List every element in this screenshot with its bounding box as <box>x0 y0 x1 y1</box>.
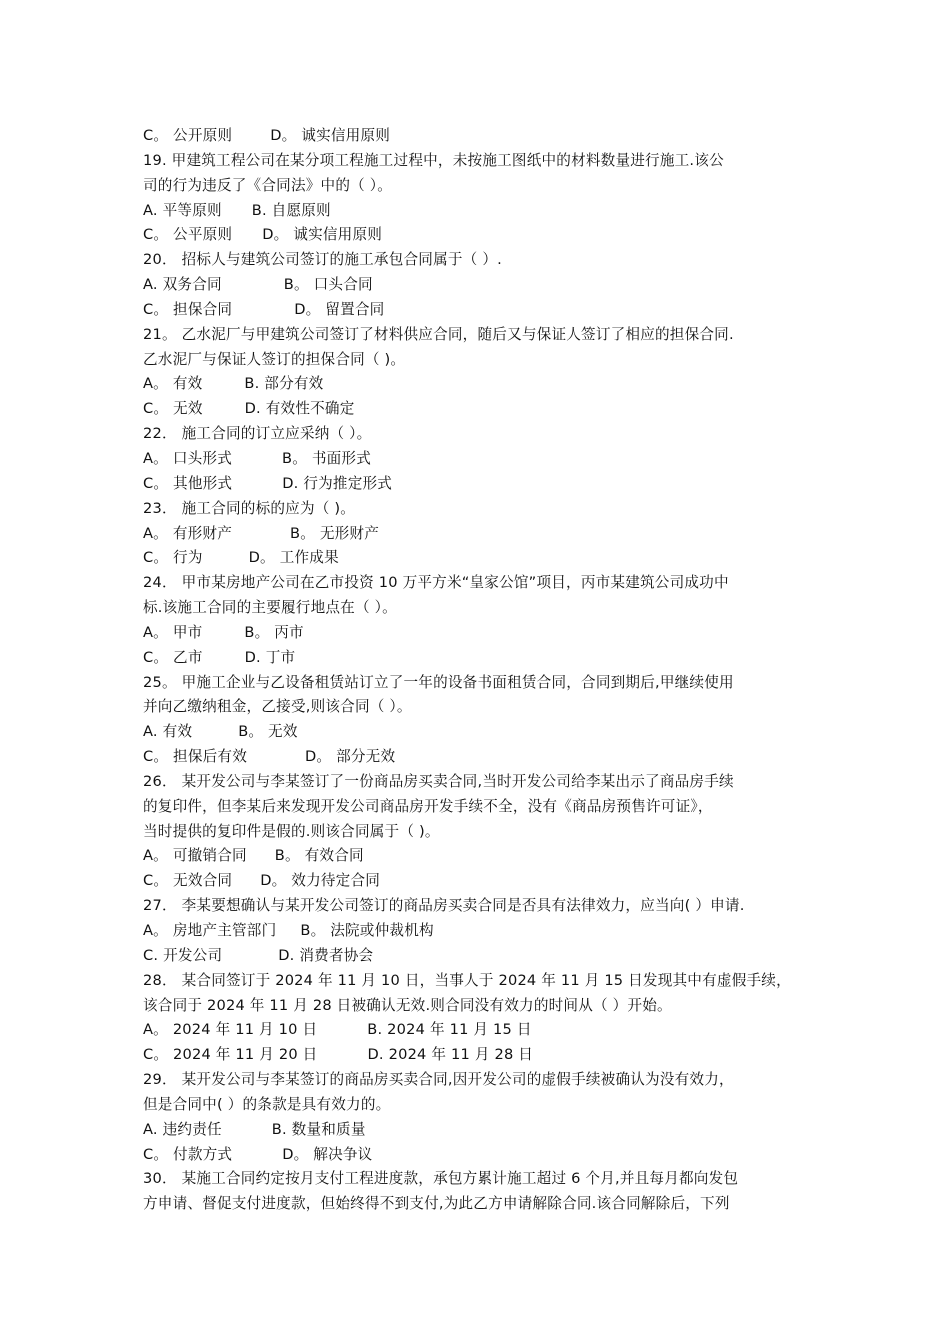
option-b: B。 书面形式 <box>282 449 372 467</box>
answer-options-line <box>143 1043 813 1068</box>
answer-options-line <box>143 745 813 770</box>
option-a: C。 乙市 <box>143 648 203 666</box>
answer-options-line <box>143 522 813 547</box>
answer-options-line <box>143 546 813 571</box>
option-b: D. 丁市 <box>244 648 296 666</box>
text-line: 25。 甲施工企业与乙设备租赁站订立了一年的设备书面租赁合同，合同到期后,甲继续使用 <box>143 673 734 691</box>
option-a: C。 公开原则 <box>143 127 233 144</box>
option-a: A。 有效 <box>143 375 203 393</box>
text-line: 19. 甲建筑工程公司在某分项工程施工过程中，未按施工图纸中的材料数量进行施工.该公 <box>143 151 724 169</box>
option-b: D。 诚实信用原则 <box>262 226 383 244</box>
option-a: C。 2024 年 11 月 20 日 <box>143 1046 318 1064</box>
text-line: 22． 施工合同的订立应采纳（ ）。 <box>143 425 372 443</box>
option-b: D。 诚实信用原则 <box>270 127 391 144</box>
option-b: B。 无效 <box>238 723 298 741</box>
option-a: A。 房地产主管部门 <box>143 922 277 939</box>
option-a: C。 付款方式 <box>143 1145 233 1163</box>
option-b: B。 口头合同 <box>283 276 373 294</box>
answer-options-line <box>143 844 813 869</box>
option-a: A. 平等原则 <box>143 201 222 219</box>
option-b: B. 2024 年 11 月 15 日 <box>367 1021 532 1039</box>
text-line: 的复印件，但李某后来发现开发公司商品房开发手续不全，没有《商品房预售许可证》， <box>143 797 713 815</box>
answer-options-line <box>143 1118 813 1143</box>
answer-options-line <box>143 646 813 671</box>
option-a: C. 开发公司 <box>143 946 223 964</box>
text-line: 23． 施工合同的标的应为（ )。 <box>143 499 356 517</box>
option-b: B。 有效合同 <box>274 847 364 865</box>
answer-options-line <box>143 124 813 149</box>
option-b: D。 留置合同 <box>294 300 385 318</box>
option-b: D。 工作成果 <box>248 549 339 567</box>
answer-options-line <box>143 919 813 944</box>
answer-options-line <box>143 472 813 497</box>
text-line: 但是合同中( ）的条款是具有效力的。 <box>143 1095 391 1113</box>
option-a: A. 有效 <box>143 723 193 741</box>
document-body <box>143 124 813 1217</box>
text-line: 21。 乙水泥厂与甲建筑公司签订了材料供应合同，随后又与保证人签订了相应的担保合同. <box>143 325 734 343</box>
option-a: A。 口头形式 <box>143 449 232 467</box>
option-a: C。 行为 <box>143 549 203 567</box>
option-a: A。 2024 年 11 月 10 日 <box>143 1021 318 1039</box>
text-line: 29． 某开发公司与李某签订的商品房买卖合同,因开发公司的虚假手续被确认为没有效力， <box>143 1071 734 1089</box>
text-line: 24． 甲市某房地产公司在乙市投资 10 万平方米“皇家公馆”项目，丙市某建筑公司成功中 <box>143 574 729 592</box>
answer-options-line <box>143 621 813 646</box>
option-a: C。 无效 <box>143 400 203 418</box>
option-b: D. 消费者协会 <box>278 946 374 964</box>
option-b: D。 效力待定合同 <box>260 872 381 890</box>
option-b: D. 行为推定形式 <box>282 474 393 492</box>
option-b: D。 部分无效 <box>305 748 396 766</box>
text-line: 20． 招标人与建筑公司签订的施工承包合同属于（ ）. <box>143 251 502 269</box>
option-a: C。 公平原则 <box>143 226 233 244</box>
option-a: A. 违约责任 <box>143 1120 222 1138</box>
answer-options-line <box>143 199 813 224</box>
text-line: 28． 某合同签订于 2024 年 11 月 10 日，当事人于 2024 年 11 月 15 日发现其中有虚假手续， <box>143 971 791 989</box>
option-b: D. 2024 年 11 月 28 日 <box>367 1046 534 1064</box>
option-a: A. 双务合同 <box>143 276 222 294</box>
answer-options-line <box>143 720 813 745</box>
option-b: D。 解决争议 <box>282 1145 373 1163</box>
text-line: 方申请、督促支付进度款，但始终得不到支付,为此乙方申请解除合同.该合同解除后，下列 <box>143 1195 730 1213</box>
text-line: 该合同于 2024 年 11 月 28 日被确认无效.则合同没有效力的时间从（ ）开始。 <box>143 996 672 1014</box>
option-b: B. 数量和质量 <box>271 1120 366 1138</box>
answer-options-line <box>143 273 813 298</box>
text-line: 并向乙缴纳租金，乙接受,则该合同（ ）。 <box>143 698 412 716</box>
text-line: 司的行为违反了《合同法》中的（ ）。 <box>143 176 393 194</box>
option-a: A。 甲市 <box>143 623 203 641</box>
option-b: D. 有效性不确定 <box>244 400 355 418</box>
option-b: B。 无形财产 <box>290 524 380 542</box>
option-b: B。 丙市 <box>244 623 304 641</box>
answer-options-line <box>143 298 813 323</box>
text-line: 乙水泥厂与保证人签订的担保合同（ )。 <box>143 350 406 368</box>
option-a: C。 担保后有效 <box>143 748 247 766</box>
answer-options-line <box>143 944 813 969</box>
answer-options-line <box>143 1143 813 1168</box>
option-b: B。 法院或仲裁机构 <box>300 922 434 939</box>
option-a: C。 其他形式 <box>143 474 233 492</box>
text-line: 27． 李某要想确认与某开发公司签订的商品房买卖合同是否具有法律效力，应当向( ）申请. <box>143 897 745 915</box>
option-a: A。 可撤销合同 <box>143 847 247 865</box>
answer-options-line <box>143 447 813 472</box>
answer-options-line <box>143 1018 813 1043</box>
text-line: 26． 某开发公司与李某签订了一份商品房买卖合同,当时开发公司给李某出示了商品房手续 <box>143 772 734 790</box>
text-line: 当时提供的复印件是假的.则该合同属于（ )。 <box>143 822 440 840</box>
option-b: B. 自愿原则 <box>251 201 331 219</box>
option-a: C。 担保合同 <box>143 300 233 318</box>
answer-options-line <box>143 869 813 894</box>
answer-options-line <box>143 372 813 397</box>
answer-options-line <box>143 223 813 248</box>
answer-options-line <box>143 397 813 422</box>
option-a: C。 无效合同 <box>143 872 233 890</box>
text-line: 标.该施工合同的主要履行地点在（ ）。 <box>143 599 397 617</box>
text-line: 30． 某施工合同约定按月支付工程进度款，承包方累计施工超过 6 个月,并且每月都向发包 <box>143 1170 739 1188</box>
option-a: A。 有形财产 <box>143 524 232 542</box>
option-b: B. 部分有效 <box>244 375 324 393</box>
